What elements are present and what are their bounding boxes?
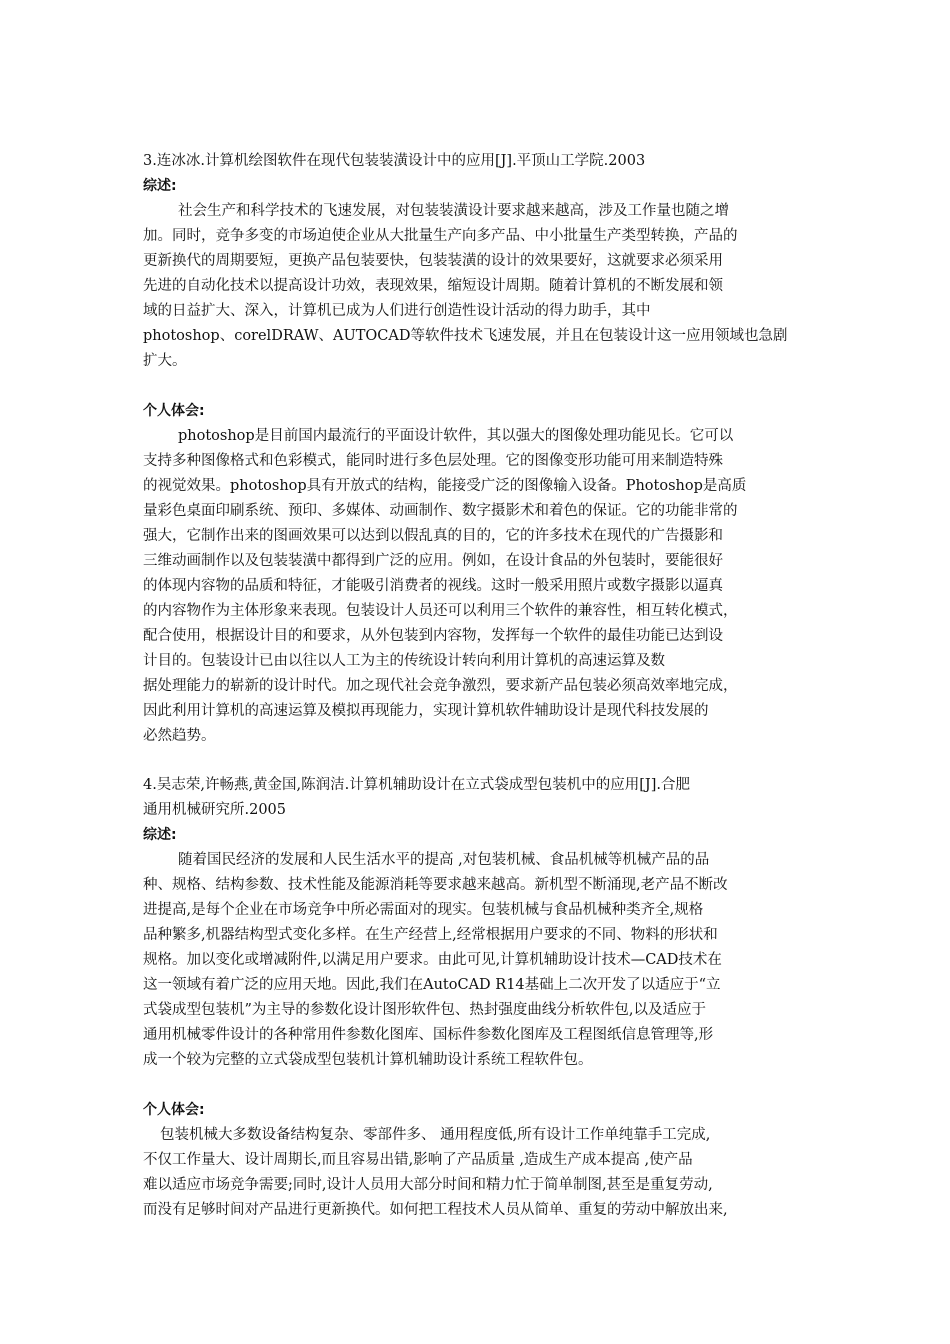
reference-4-summary-line: 这一领域有着广泛的应用天地。因此,我们在AutoCAD R14基础上二次开发了以适应于“立 xyxy=(143,977,721,993)
reference-3-experience-line: 配合使用，根据设计目的和要求，从外包装到内容物，发挥每一个软件的最佳功能已达到设 xyxy=(143,628,723,644)
reference-3-summary-line: 更新换代的周期要短，更换产品包装要快，包装装潢的设计的效果要好，这就要求必须采用 xyxy=(143,253,723,269)
reference-4-summary-line: 品种繁多,机器结构型式变化多样。在生产经营上,经常根据用户要求的不同、物料的形状和 xyxy=(143,927,718,943)
reference-3-experience-line: 据处理能力的崭新的设计时代。加之现代社会竞争激烈，要求新产品包装必须高效率地完成， xyxy=(143,678,738,694)
reference-3-experience-line: 支持多种图像格式和色彩模式，能同时进行多色层处理。它的图像变形功能可用来制造特殊 xyxy=(143,453,723,469)
reference-3-experience-line: 三维动画制作以及包装装潢中都得到广泛的应用。例如，在设计食品的外包装时，要能很好 xyxy=(143,553,723,569)
reference-4-experience-line: 不仅工作量大、设计周期长,而且容易出错,影响了产品质量 ,造成生产成本提高 ,使产品 xyxy=(143,1152,693,1168)
reference-3-experience-line: 计目的。包装设计已由以往以人工为主的传统设计转向利用计算机的高速运算及数 xyxy=(143,653,665,669)
reference-4-summary-line: 通用机械零件设计的各种常用件参数化图库、国标件参数化图库及工程图纸信息管理等,形 xyxy=(143,1027,714,1043)
reference-3-summary-line: 先进的自动化技术以提高设计功效，表现效果，缩短设计周期。随着计算机的不断发展和领 xyxy=(143,278,723,294)
reference-4-summary-heading: 综述: xyxy=(143,827,177,843)
reference-3-experience-line: 的体现内容物的品质和特征，才能吸引消费者的视线。这时一般采用照片或数字摄影以逼真 xyxy=(143,578,723,594)
reference-3-summary-line: photoshop、corelDRAW、AUTOCAD等软件技术飞速发展，并且在包装设计这一应用领域也急剧 xyxy=(143,328,788,344)
reference-3-citation: 3.连冰冰.计算机绘图软件在现代包装装潢设计中的应用[J].平顶山工学院.2003 xyxy=(143,153,646,169)
reference-4-summary-line: 式袋成型包装机”为主导的参数化设计图形软件包、热封强度曲线分析软件包,以及适应于 xyxy=(143,1002,707,1018)
reference-3-summary-line: 域的日益扩大、深入，计算机已成为人们进行创造性设计活动的得力助手，其中 xyxy=(143,303,651,319)
reference-3-experience-heading: 个人体会: xyxy=(143,403,205,419)
reference-4-summary-line: 规格。加以变化或增减附件,以满足用户要求。由此可见,计算机辅助设计技术—CAD技术在 xyxy=(143,952,722,968)
reference-4-summary-line: 随着国民经济的发展和人民生活水平的提高 ,对包装机械、食品机械等机械产品的品 xyxy=(178,852,710,868)
reference-4-summary-line: 进提高,是每个企业在市场竞争中所必需面对的现实。包装机械与食品机械种类齐全,规格 xyxy=(143,902,704,918)
reference-3-experience-line: 因此利用计算机的高速运算及模拟再现能力，实现计算机软件辅助设计是现代科技发展的 xyxy=(143,703,709,719)
reference-3-experience-line: 必然趋势。 xyxy=(143,728,216,744)
reference-4-citation: 4.吴志荣,许畅燕,黄金国,陈润洁.计算机辅助设计在立式袋成型包装机中的应用[J].合肥 xyxy=(143,777,691,793)
reference-3-experience-line: 量彩色桌面印刷系统、预印、多媒体、动画制作、数字摄影术和着色的保证。它的功能非常的 xyxy=(143,503,738,519)
reference-3-experience-line: 的视觉效果。photoshop具有开放式的结构，能接受广泛的图像输入设备。Photoshop是高质 xyxy=(143,478,747,494)
reference-4-summary-line: 成一个较为完整的立式袋成型包装机计算机辅助设计系统工程软件包。 xyxy=(143,1052,593,1068)
reference-3-experience-line: photoshop是目前国内最流行的平面设计软件，其以强大的图像处理功能见长。它可以 xyxy=(178,428,734,444)
reference-3-summary-heading: 综述: xyxy=(143,178,177,194)
reference-3-summary-line: 扩大。 xyxy=(143,353,187,369)
reference-3-experience-line: 强大，它制作出来的图画效果可以达到以假乱真的目的，它的许多技术在现代的广告摄影和 xyxy=(143,528,723,544)
reference-4-summary-line: 种、规格、结构参数、技术性能及能源消耗等要求越来越高。新机型不断涌现,老产品不断改 xyxy=(143,877,728,893)
reference-4-experience-line: 包装机械大多数设备结构复杂、零部件多、 通用程度低,所有设计工作单纯靠手工完成, xyxy=(160,1127,711,1143)
reference-4-experience-line: 难以适应市场竞争需要;同时,设计人员用大部分时间和精力忙于简单制图,甚至是重复劳动, xyxy=(143,1177,713,1193)
reference-3-summary-line: 社会生产和科学技术的飞速发展，对包装装潢设计要求越来越高，涉及工作量也随之增 xyxy=(178,203,729,219)
reference-4-experience-heading: 个人体会: xyxy=(143,1102,205,1118)
reference-3-experience-line: 的内容物作为主体形象来表现。包装设计人员还可以利用三个软件的兼容性，相互转化模式， xyxy=(143,603,738,619)
reference-3-summary-line: 加。同时，竞争多变的市场迫使企业从大批量生产向多产品、中小批量生产类型转换，产品的 xyxy=(143,228,738,244)
reference-4-citation: 通用机械研究所.2005 xyxy=(143,802,287,818)
reference-4-experience-line: 而没有足够时间对产品进行更新换代。如何把工程技术人员从简单、重复的劳动中解放出来, xyxy=(143,1202,728,1218)
